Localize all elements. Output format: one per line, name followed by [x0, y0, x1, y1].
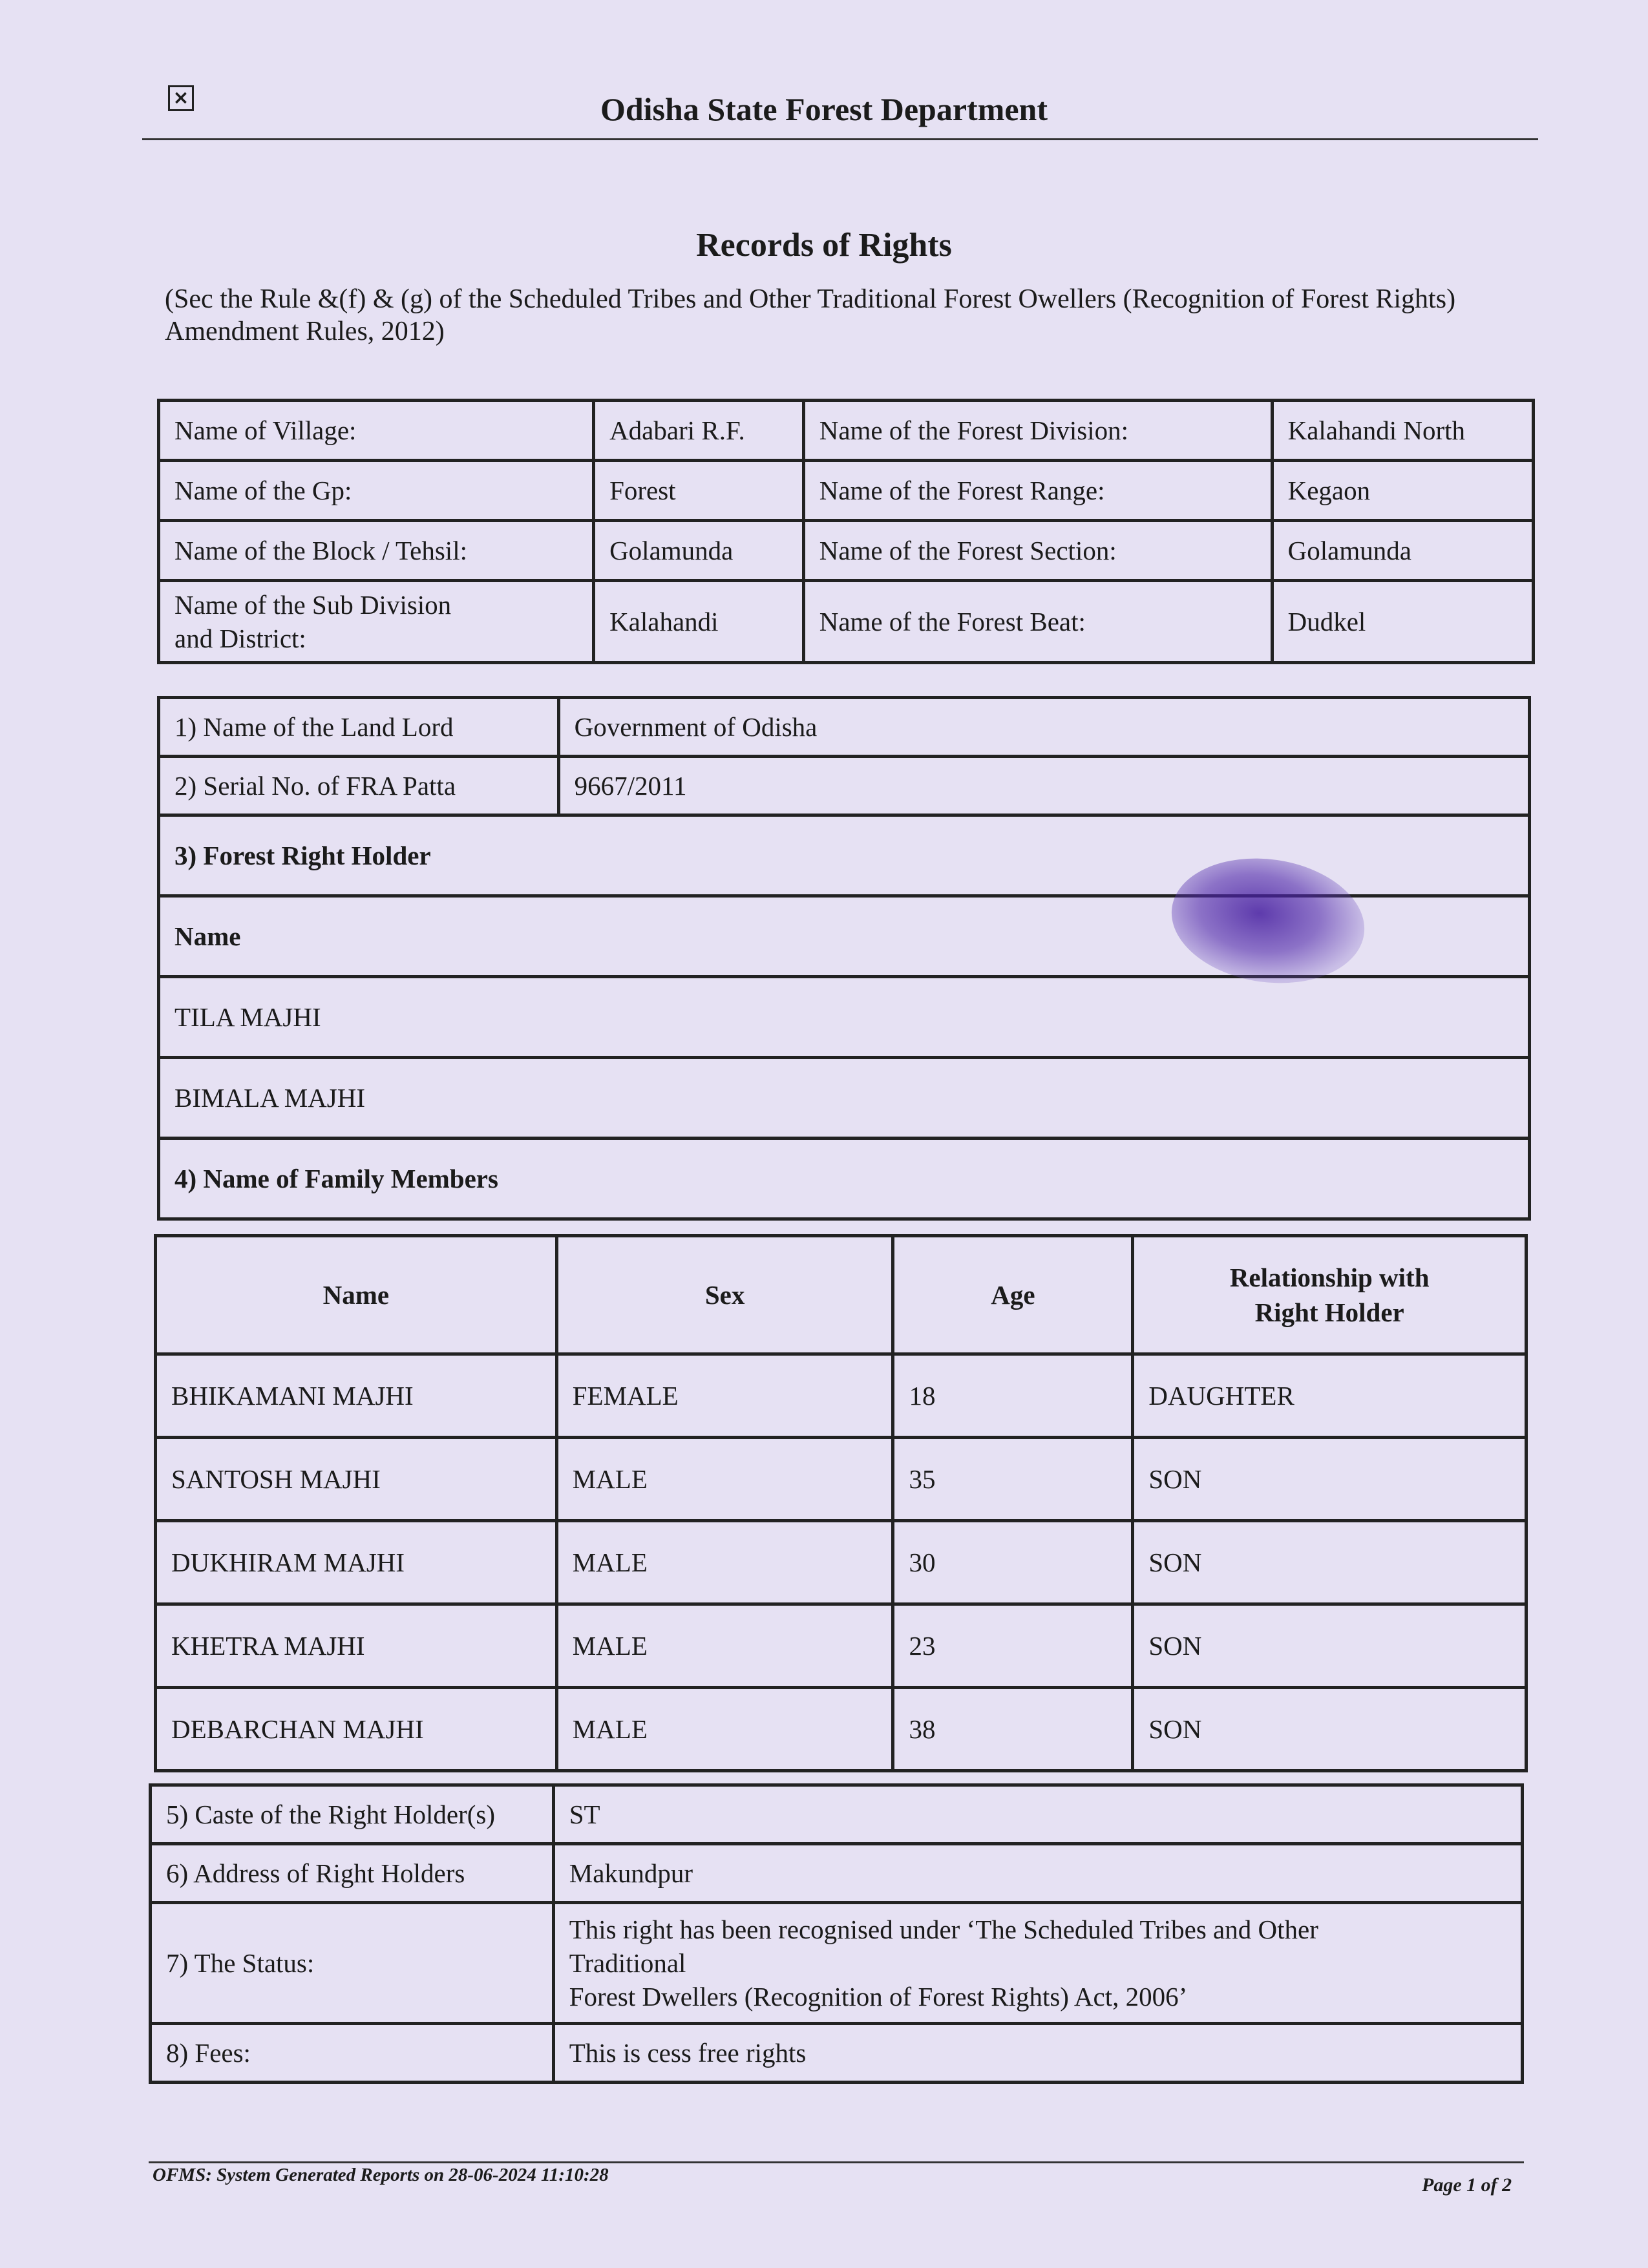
- family-table: [154, 1234, 1528, 1772]
- block-value: Golamunda: [594, 521, 804, 581]
- division-label: Name of the Forest Division:: [803, 401, 1272, 461]
- section-label: Name of the Forest Section:: [803, 521, 1272, 581]
- family-heading: 4) Name of Family Members: [159, 1139, 1530, 1219]
- address-value: Makundpur: [553, 1844, 1522, 1903]
- member-age: 23: [893, 1604, 1133, 1688]
- holder-name: TILA MAJHI: [159, 977, 1530, 1058]
- section-value: Golamunda: [1272, 521, 1533, 581]
- address-label: 6) Address of Right Holders: [151, 1844, 554, 1903]
- division-value: Kalahandi North: [1272, 401, 1533, 461]
- serial-label: 2) Serial No. of FRA Patta: [159, 757, 559, 815]
- serial-value: 9667/2011: [558, 757, 1529, 815]
- status-line1: This right has been recognised under ‘The Scheduled Tribes and Other: [569, 1915, 1318, 1944]
- family-header-row: [156, 1236, 1527, 1354]
- member-age: 35: [893, 1438, 1133, 1521]
- member-age: 18: [893, 1354, 1133, 1438]
- member-name: BHIKAMANI MAJHI: [156, 1354, 557, 1438]
- subdivision-label-line1: Name of the Sub Division: [174, 590, 452, 620]
- column-header-name: Name: [156, 1236, 557, 1354]
- member-name: DUKHIRAM MAJHI: [156, 1521, 557, 1604]
- table-row: [159, 521, 1534, 581]
- table-row: [159, 698, 1530, 757]
- village-label: Name of Village:: [159, 401, 594, 461]
- member-name: DEBARCHAN MAJHI: [156, 1688, 557, 1771]
- member-age: 38: [893, 1688, 1133, 1771]
- table-row: [159, 581, 1534, 663]
- right-holder-heading: 3) Forest Right Holder: [159, 815, 1530, 896]
- close-icon[interactable]: ×: [168, 85, 194, 111]
- department-title: Odisha State Forest Department: [600, 91, 1048, 127]
- table-row: [159, 401, 1534, 461]
- member-sex: MALE: [556, 1521, 893, 1604]
- member-relationship: SON: [1133, 1604, 1527, 1688]
- table-row: [156, 1438, 1527, 1521]
- fees-label: 8) Fees:: [151, 2024, 554, 2083]
- table-row: [156, 1688, 1527, 1771]
- caste-label: 5) Caste of the Right Holder(s): [151, 1785, 554, 1844]
- beat-label: Name of the Forest Beat:: [803, 581, 1272, 663]
- table-row: [156, 1354, 1527, 1438]
- holder-name-header: Name: [159, 896, 1530, 977]
- page-title: Records of Rights: [696, 227, 952, 264]
- member-sex: MALE: [556, 1438, 893, 1521]
- range-value: Kegaon: [1272, 461, 1533, 521]
- details-table: [149, 1783, 1524, 2084]
- rule-reference: (Sec the Rule &(f) & (g) of the Scheduled Tribes and Other Traditional Forest Owellers (Recognition of Forest Rights) Amendment Rules, 2012): [165, 284, 1456, 346]
- relationship-header-line1: Relationship with: [1229, 1263, 1430, 1292]
- location-table: [157, 399, 1535, 664]
- generated-timestamp: OFMS: System Generated Reports on 28-06-2024 11:10:28: [153, 2165, 609, 2185]
- gp-label: Name of the Gp:: [159, 461, 594, 521]
- subdivision-label: [159, 581, 594, 663]
- subdivision-value: Kalahandi: [594, 581, 804, 663]
- table-row: [159, 1139, 1530, 1219]
- status-line2: Traditional: [569, 1948, 686, 1978]
- header-divider: [142, 138, 1538, 140]
- member-relationship: SON: [1133, 1688, 1527, 1771]
- village-value: Adabari R.F.: [594, 401, 804, 461]
- table-row: [159, 757, 1530, 815]
- table-row: [151, 1844, 1523, 1903]
- relationship-header-line2: Right Holder: [1254, 1297, 1404, 1327]
- subdivision-label-line2: and District:: [174, 624, 306, 653]
- table-row: [159, 1058, 1530, 1139]
- column-header-age: Age: [893, 1236, 1133, 1354]
- member-name: KHETRA MAJHI: [156, 1604, 557, 1688]
- table-row: [159, 461, 1534, 521]
- member-sex: MALE: [556, 1688, 893, 1771]
- column-header-relationship: [1133, 1236, 1527, 1354]
- member-name: SANTOSH MAJHI: [156, 1438, 557, 1521]
- table-row: [151, 1903, 1523, 2024]
- member-age: 30: [893, 1521, 1133, 1604]
- footer-divider: [149, 2161, 1524, 2163]
- table-row: [151, 1785, 1523, 1844]
- member-relationship: SON: [1133, 1521, 1527, 1604]
- landlord-value: Government of Odisha: [558, 698, 1529, 757]
- status-label: 7) The Status:: [151, 1903, 554, 2024]
- status-value: [553, 1903, 1522, 2024]
- member-sex: FEMALE: [556, 1354, 893, 1438]
- beat-value: Dudkel: [1272, 581, 1533, 663]
- status-line3: Forest Dwellers (Recognition of Forest Rights) Act, 2006’: [569, 1982, 1188, 2011]
- caste-value: ST: [553, 1785, 1522, 1844]
- table-row: [156, 1604, 1527, 1688]
- member-sex: MALE: [556, 1604, 893, 1688]
- page-number: Page 1 of 2: [1422, 2174, 1512, 2196]
- table-row: [156, 1521, 1527, 1604]
- table-row: [159, 977, 1530, 1058]
- member-relationship: DAUGHTER: [1133, 1354, 1527, 1438]
- member-relationship: SON: [1133, 1438, 1527, 1521]
- landlord-label: 1) Name of the Land Lord: [159, 698, 559, 757]
- gp-value: Forest: [594, 461, 804, 521]
- table-row: [151, 2024, 1523, 2083]
- fees-value: This is cess free rights: [553, 2024, 1522, 2083]
- holder-name: BIMALA MAJHI: [159, 1058, 1530, 1139]
- block-label: Name of the Block / Tehsil:: [159, 521, 594, 581]
- range-label: Name of the Forest Range:: [803, 461, 1272, 521]
- column-header-sex: Sex: [556, 1236, 893, 1354]
